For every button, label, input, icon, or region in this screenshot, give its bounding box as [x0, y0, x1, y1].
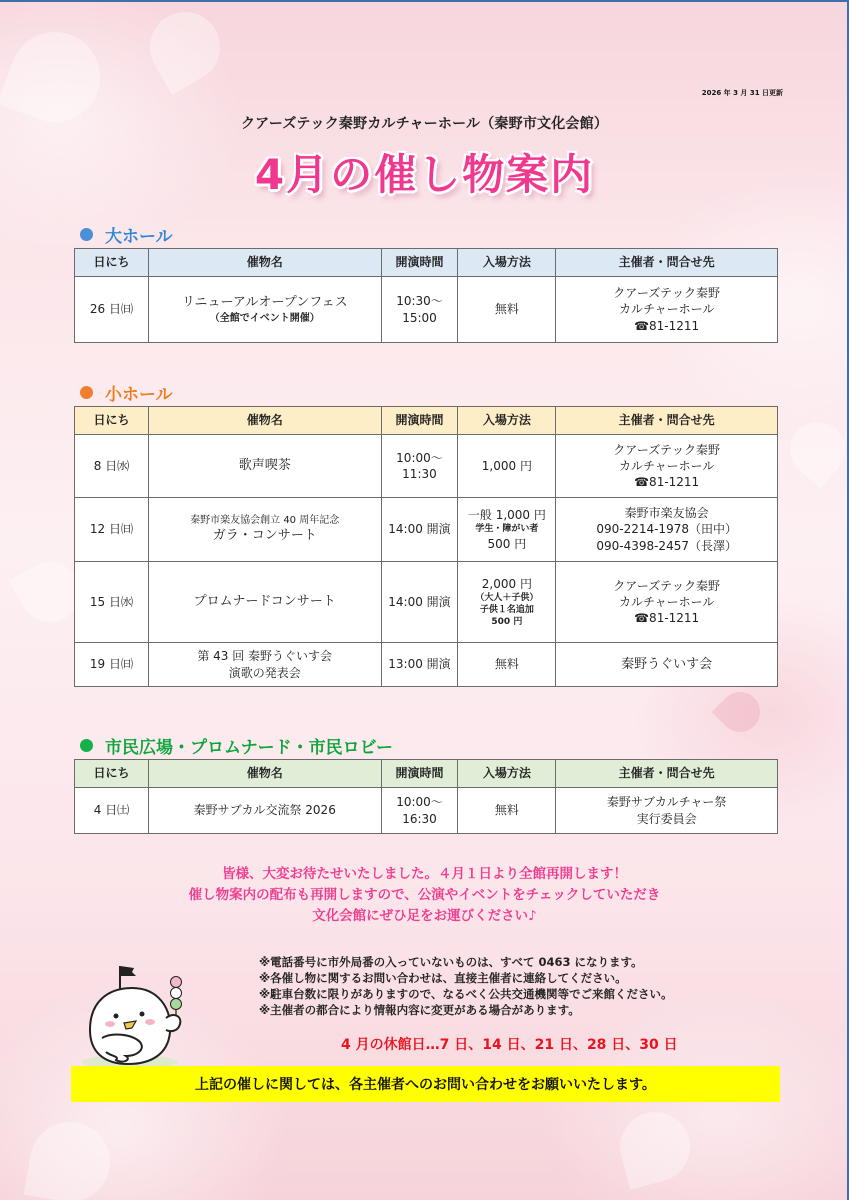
col-date: 日にち	[75, 249, 149, 277]
event-cell: 第 43 回 秦野うぐいす会 演歌の発表会	[148, 643, 381, 687]
col-date: 日にち	[75, 760, 149, 788]
notes-list	[259, 954, 672, 1018]
contact-cell: クアーズテック秦野 カルチャーホール ☎81-1211	[556, 277, 778, 343]
time-cell: 10:30〜 15:00	[381, 277, 458, 343]
cherry-blossom-decoration	[137, 0, 233, 95]
time-cell: 14:00 開演	[381, 498, 458, 562]
col-event: 催物名	[148, 760, 381, 788]
col-time: 開演時間	[381, 249, 458, 277]
table-header-row	[75, 407, 778, 435]
admission-cell: 2,000 円 （大人＋子供） 子供１名追加 500 円	[458, 562, 556, 643]
cherry-blossom-decoration	[612, 1104, 698, 1190]
col-admission: 入場方法	[458, 407, 556, 435]
plaza-table	[74, 759, 778, 834]
time-cell: 10:00〜 11:30	[381, 435, 458, 498]
event-cell: リニューアルオープンフェス （全館でイベント開催）	[148, 277, 381, 343]
date-cell: 19 日㈰	[75, 643, 149, 687]
contact-cell: クアーズテック秦野 カルチャーホール ☎81-1211	[556, 435, 778, 498]
section-title-large-hall: 大ホール	[80, 222, 173, 247]
date-cell: 15 日㈬	[75, 562, 149, 643]
date-cell: 8 日㈬	[75, 435, 149, 498]
admission-cell: 一般 1,000 円 学生・障がい者 500 円	[458, 498, 556, 562]
page-title: 4月の催し物案内	[254, 150, 595, 199]
contact-banner: 上記の催しに関しては、各主催者へのお問い合わせをお願いいたします。	[71, 1066, 780, 1102]
section-title-plaza: 市民広場・プロムナード・市民ロビー	[80, 733, 393, 758]
contact-cell: 秦野市楽友協会 090-2214-1978（田中） 090-4398-2457（長澤）	[556, 498, 778, 562]
table-row	[75, 435, 778, 498]
event-cell: プロムナードコンサート	[148, 562, 381, 643]
col-date: 日にち	[75, 407, 149, 435]
table-row	[75, 643, 778, 687]
section-title-small-hall: 小ホール	[80, 380, 173, 405]
table-row	[75, 277, 778, 343]
bullet-icon	[80, 386, 93, 399]
cherry-blossom-decoration	[712, 684, 769, 741]
cherry-blossom-decoration	[779, 411, 849, 488]
col-contact: 主催者・問合せ先	[556, 760, 778, 788]
contact-cell: 秦野サブカルチャー祭 実行委員会	[556, 788, 778, 834]
table-row	[75, 562, 778, 643]
cherry-blossom-decoration	[24, 1116, 117, 1200]
reopening-message: 皆様、大変お待たせいたしました。４月１日より全館再開します！ 催し物案内の配布も再開しますので、公演やイベントをチェックしていただき 文化会館にぜひ足をお運びください♪	[188, 866, 661, 924]
col-contact: 主催者・問合せ先	[556, 407, 778, 435]
col-event: 催物名	[148, 407, 381, 435]
note-item: ※電話番号に市外局番の入っていないものは、すべて 0463 になります。	[259, 955, 643, 969]
admission-cell: 無料	[458, 277, 556, 343]
table-header-row	[75, 760, 778, 788]
admission-cell: 無料	[458, 788, 556, 834]
date-cell: 4 日㈯	[75, 788, 149, 834]
venue-name: クアーズテック秦野カルチャーホール（秦野市文化会館）	[240, 116, 609, 132]
time-cell: 10:00〜 16:30	[381, 788, 458, 834]
table-row	[75, 498, 778, 562]
table-row	[75, 788, 778, 834]
col-contact: 主催者・問合せ先	[556, 249, 778, 277]
event-cell: 歌声喫茶	[148, 435, 381, 498]
col-time: 開演時間	[381, 407, 458, 435]
col-admission: 入場方法	[458, 249, 556, 277]
col-event: 催物名	[148, 249, 381, 277]
note-item: ※各催し物に関するお問い合わせは、直接主催者に連絡してください。	[259, 971, 627, 985]
updated-date: 2026 年 3 月 31 日更新	[701, 89, 783, 97]
date-cell: 26 日㈰	[75, 277, 149, 343]
admission-cell: 無料	[458, 643, 556, 687]
col-admission: 入場方法	[458, 760, 556, 788]
note-item: ※駐車台数に限りがありますので、なるべく公共交通機関等でご来館ください。	[259, 987, 673, 1001]
table-header-row	[75, 249, 778, 277]
contact-cell: 秦野うぐいす会	[556, 643, 778, 687]
event-cell: 秦野市楽友協会創立 40 周年記念 ガラ・コンサート	[148, 498, 381, 562]
event-cell: 秦野サブカル交流祭 2026	[148, 788, 381, 834]
bullet-icon	[80, 739, 93, 752]
small-hall-table	[74, 406, 778, 687]
col-time: 開演時間	[381, 760, 458, 788]
admission-cell: 1,000 円	[458, 435, 556, 498]
time-cell: 13:00 開演	[381, 643, 458, 687]
date-cell: 12 日㈰	[75, 498, 149, 562]
time-cell: 14:00 開演	[381, 562, 458, 643]
bullet-icon	[80, 228, 93, 241]
large-hall-table	[74, 248, 778, 343]
note-item: ※主催者の都合により情報内容に変更がある場合があります。	[259, 1003, 580, 1017]
chick-mascot-icon	[80, 960, 190, 1070]
closed-days: 4 月の休館日…7 日、14 日、21 日、28 日、30 日	[341, 1037, 678, 1053]
contact-cell: クアーズテック秦野 カルチャーホール ☎81-1211	[556, 562, 778, 643]
